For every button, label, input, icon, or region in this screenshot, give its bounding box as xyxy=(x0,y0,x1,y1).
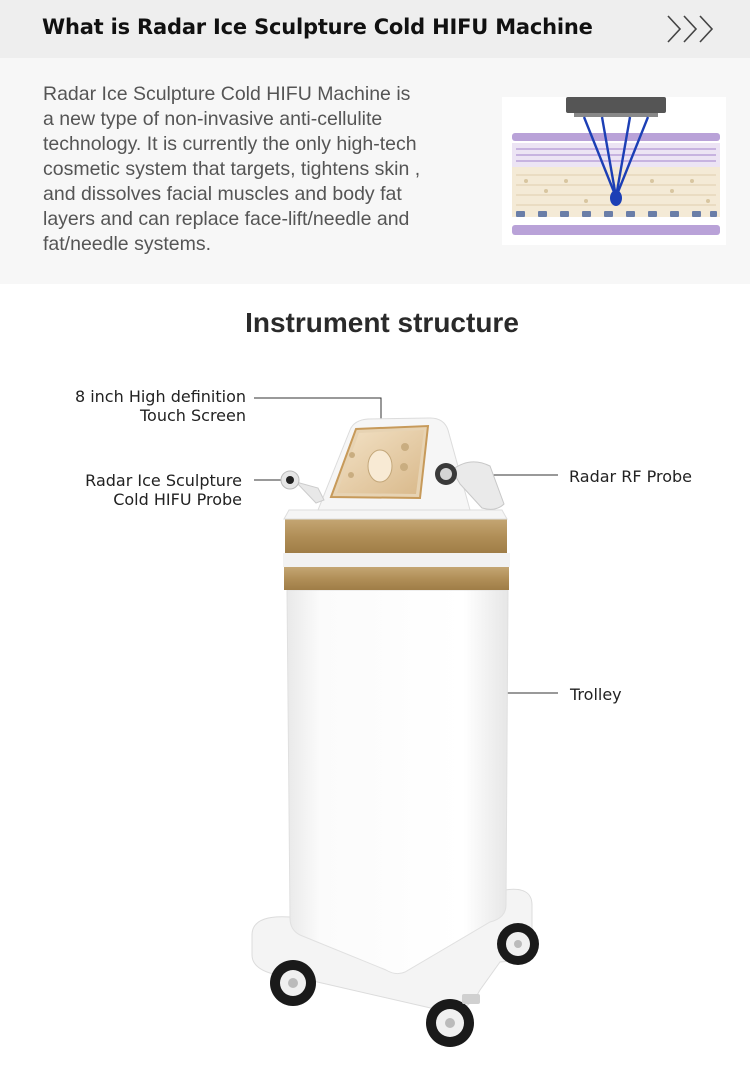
intro-line: and dissolves facial muscles and body fat xyxy=(43,183,402,205)
rf-probe-label: Radar RF Probe xyxy=(569,467,692,486)
intro-line: technology. It is currently the only high-tech xyxy=(43,133,417,155)
trolley-label: Trolley xyxy=(570,685,622,704)
page-title: What is Radar Ice Sculpture Cold HIFU Machine xyxy=(42,15,593,39)
header-bar xyxy=(0,0,750,58)
hifu-skin-layers-diagram xyxy=(502,97,726,245)
hifu-machine-illustration xyxy=(0,360,750,1079)
intro-line: layers and can replace face-lift/needle and xyxy=(43,208,410,230)
intro-line: cosmetic system that targets, tightens skin , xyxy=(43,158,421,180)
screen-label: 8 inch High definition Touch Screen xyxy=(74,387,246,425)
intro-section xyxy=(0,58,750,284)
hifu-probe-label: Radar Ice Sculpture Cold HIFU Probe xyxy=(85,471,242,509)
intro-line: fat/needle systems. xyxy=(43,233,211,255)
triple-chevron-right-icon[interactable] xyxy=(666,12,722,46)
intro-line: Radar Ice Sculpture Cold HIFU Machine is xyxy=(43,83,411,105)
section-title: Instrument structure xyxy=(245,307,519,338)
intro-line: a new type of non-invasive anti-cellulite xyxy=(43,108,383,130)
intro-description xyxy=(43,82,483,257)
